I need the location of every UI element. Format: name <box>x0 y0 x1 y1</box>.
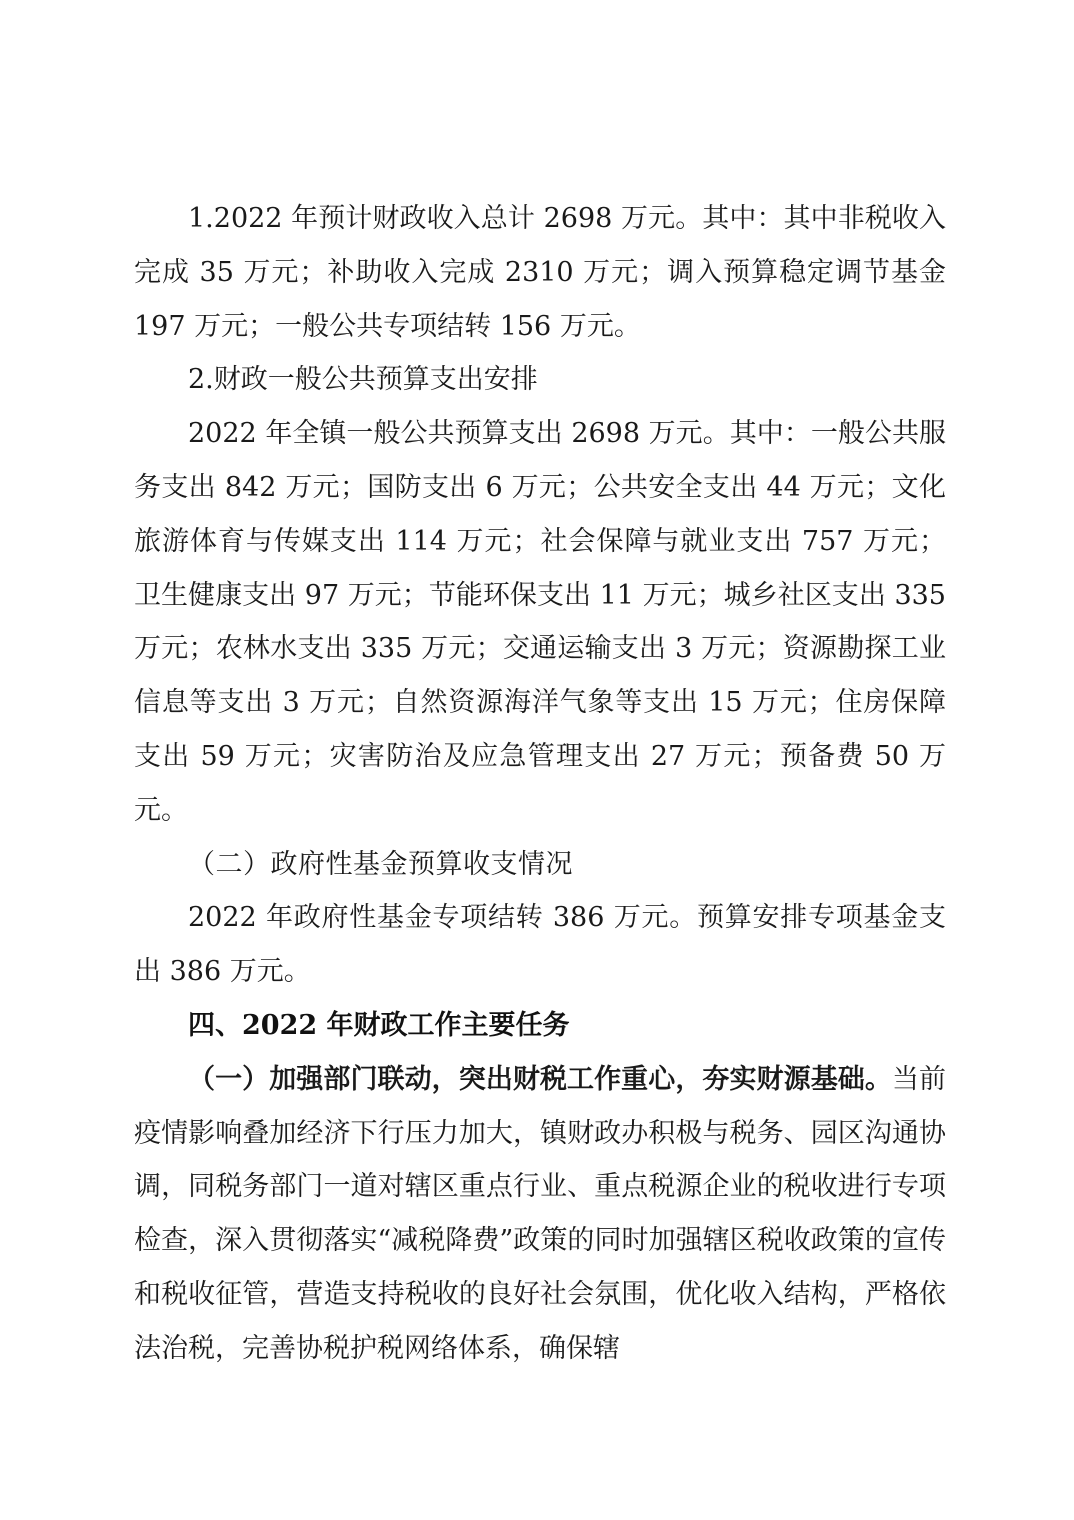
task-one-title: （一）加强部门联动，突出财税工作重心，夯实财源基础。 <box>188 1063 892 1095</box>
document-body <box>134 192 946 1376</box>
paragraph-fund-budget-detail: 2022 年政府性基金专项结转 386 万元。预算安排专项基金支出 386 万元。 <box>134 902 946 988</box>
paragraph-expenditure-heading: 2.财政一般公共预算支出安排 <box>188 364 538 396</box>
paragraph-task-one <box>134 1053 946 1376</box>
task-one-body: 当前疫情影响叠加经济下行压力加大，镇财政办积极与税务、园区沟通协调，同税务部门一道对辖区重点行业、重点税源企业的税收进行专项检查，深入贯彻落实“减税降费”政策的同时加强辖区税收政策的宣传和税收征管，营造支持税收的良好社会氛围，优化收入结构，严格依法治税，完善协税护税网络体系，确保辖 <box>134 1063 947 1364</box>
paragraph-fund-budget-heading: （二）政府性基金预算收支情况 <box>188 848 573 880</box>
paragraph-expenditure-detail: 2022 年全镇一般公共预算支出 2698 万元。其中：一般公共服务支出 842 万元；国防支出 6 万元；公共安全支出 44 万元；文化旅游体育与传媒支出 114 万元；社会保障与就业支出 757 万元；卫生健康支出 97 万元；节能环保支出 11 万元；城乡社区支出 335 万元；农林水支出 335 万元；交通运输支出 3 万元；资源勘探工业信息等支出 3 万元；自然资源海洋气象等支出 15 万元；住房保障支出 59 万元；灾害防治及应急管理支出 27 万元；预备费 50 万元。 <box>134 418 946 826</box>
section-heading-main-tasks: 四、2022 年财政工作主要任务 <box>188 1009 570 1041</box>
paragraph-revenue-total: 1.2022 年预计财政收入总计 2698 万元。其中：其中非税收入完成 35 万元；补助收入完成 2310 万元；调入预算稳定调节基金 197 万元；一般公共专项结转 156 万元。 <box>134 203 946 342</box>
